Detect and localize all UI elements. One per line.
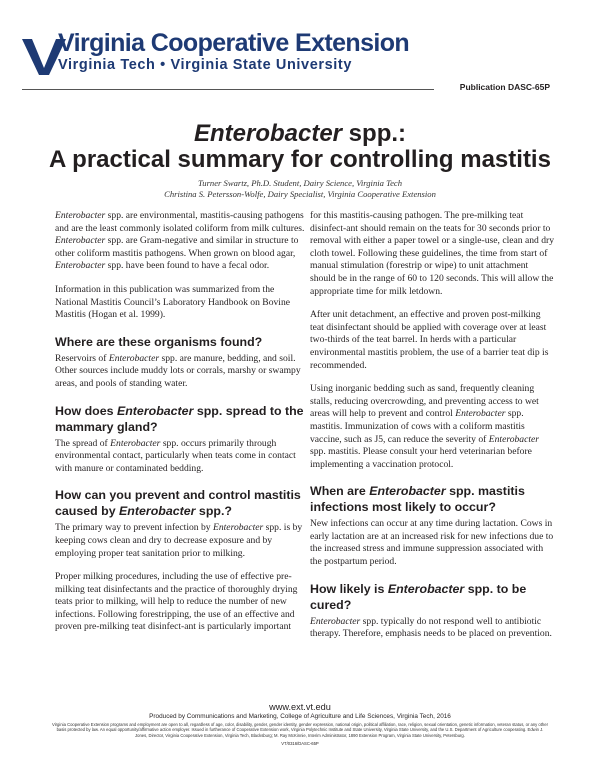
cured-paragraph: Enterobacter spp. typically do not respond well to antibiotic therapy. Therefore, emphasis needs to be placed on prevention. bbox=[310, 615, 552, 640]
heading-where-found: Where are these organisms found? bbox=[55, 334, 263, 349]
footer-produced: Produced by Communications and Marketing, College of Agriculture and Life Sciences, Virginia Tech, 2016 bbox=[149, 713, 451, 720]
title-genus: Enterobacter bbox=[193, 120, 343, 147]
title-line1-rest: spp.: bbox=[342, 120, 407, 147]
author-1: Turner Swartz, Ph.D. Student, Dairy Science, Virginia Tech bbox=[197, 178, 402, 188]
info-paragraph: Information in this publication was summarized from the National Mastitis Council’s Laboratory Handbook on Bovine Mastitis (Hogan et al. 1999). bbox=[55, 283, 291, 321]
bedding-paragraph: Using inorganic bedding such as sand, frequently cleaning stalls, reducing overcrowding, and preventing access to wet areas will help to prevent and control Enterobacter spp. mastitis. Immunization of cows with a coliform mastitis vaccine, such as J5, can reduce the severity of Enterobacter spp. mastitis. Please consult your herd veterinarian before implementing a vaccination protocol. bbox=[310, 383, 540, 470]
heading-prevent-control: How can you prevent and control mastitis caused by Enterobacter spp.? bbox=[55, 488, 301, 519]
continued-paragraph: for this mastitis-causing pathogen. The pre-milking teat disinfect-ant should remain on the teats for 30 seconds prior to removal with either a paper towel or a single-use, clean and dry cloth towel. Following these guidelines, the time from start of manual stimulation (forestrip or wipe) to unit attachment should be in the range of 60 to 120 seconds. This will allow the appropriate time for milk letdown. bbox=[310, 210, 555, 297]
title-line2: A practical summary for controlling mastitis bbox=[49, 146, 551, 173]
footer-code: VT/0316/DASC-65P bbox=[281, 740, 319, 746]
right-column bbox=[310, 210, 555, 652]
heading-how-spread: How does Enterobacter spp. spread to the mammary gland? bbox=[55, 403, 304, 434]
heading-when-occur: When are Enterobacter spp. mastitis infections most likely to occur? bbox=[310, 484, 525, 515]
document-title bbox=[0, 121, 600, 173]
footer-url[interactable]: www.ext.vt.edu bbox=[269, 702, 331, 712]
brand-title: Virginia Cooperative Extension bbox=[58, 29, 410, 57]
prevent-paragraph: The primary way to prevent infection by Enterobacter spp. is by keeping cows clean and dry to decrease exposure and by employing proper teat sanitation prior to milking. bbox=[55, 522, 303, 559]
author-2: Christina S. Petersson-Wolfe, Dairy Specialist, Virginia Cooperative Extension bbox=[164, 189, 436, 199]
left-column bbox=[55, 210, 307, 645]
publication-number: Publication DASC-65P bbox=[459, 82, 550, 92]
footer bbox=[0, 702, 600, 746]
brand-header bbox=[58, 30, 409, 73]
brand-subtitle: Virginia Tech • Virginia State University bbox=[58, 57, 352, 73]
heading-cured: How likely is Enterobacter spp. to be cured? bbox=[310, 581, 527, 612]
found-paragraph: Reservoirs of Enterobacter spp. are manure, bedding, and soil. Other sources include muddy lots or corrals, marshy or swampy areas, and pools of standing water. bbox=[55, 352, 301, 389]
post-milking-paragraph: After unit detachment, an effective and proven post-milking teat disinfectant should be applied with coverage over at least two-thirds of the teat barrel. In herds with a particular environmental mastitis problem, the use of a barrier teat dip is recommended. bbox=[310, 309, 549, 371]
proper-milking-paragraph: Proper milking procedures, including the use of effective pre-milking teat disinfectants and the practice of thoroughly drying teats prior to milking, will help to reduce the number of new infections. Following forestripping, the use of an effective and proven pre-milking teat disinfect-ant is particularly important bbox=[55, 571, 298, 633]
footer-legal: Virginia Cooperative Extension programs and employment are open to all, regardless of age, color, disability, gender, gender identity, gender expression, national origin, political affiliation, race, religion, sexual orientation, genetic information, veteran status, or any other basis protected by law. An equal opportunity/affirmative action employer. Issued in furtherance of Cooperative Extension work, Virginia Polytechnic Institute and State University, Virginia State University, and the U.S. Department of Agriculture cooperating. Edwin J. Jones, Director, Virginia Cooperative Extension, Virginia Tech, Blacksburg; M. Ray McKinnie, Interim Administrator, 1890 Extension Program, Virginia State University, Petersburg. bbox=[52, 722, 548, 738]
intro-paragraph: Enterobacter spp. are environmental, mastitis-causing pathogens and are the least commonly isolated coliform from milk cultures. Enterobacter spp. are Gram-negative and similar in structure to other coliform mastitis pathogens. When grown on blood agar, Enterobacter spp. have been found to have a fecal odor. bbox=[55, 210, 305, 272]
header-rule bbox=[22, 89, 434, 90]
authors bbox=[0, 178, 600, 200]
spread-paragraph: The spread of Enterobacter spp. occurs primarily through environmental contact, particularly when teats come in contact with manure or contaminated bedding. bbox=[55, 437, 296, 474]
when-paragraph: New infections can occur at any time during lactation. Cows in early lactation are at an increased risk for new infections due to the increased stress and immune suppression associated with the postpartum period. bbox=[310, 518, 554, 568]
